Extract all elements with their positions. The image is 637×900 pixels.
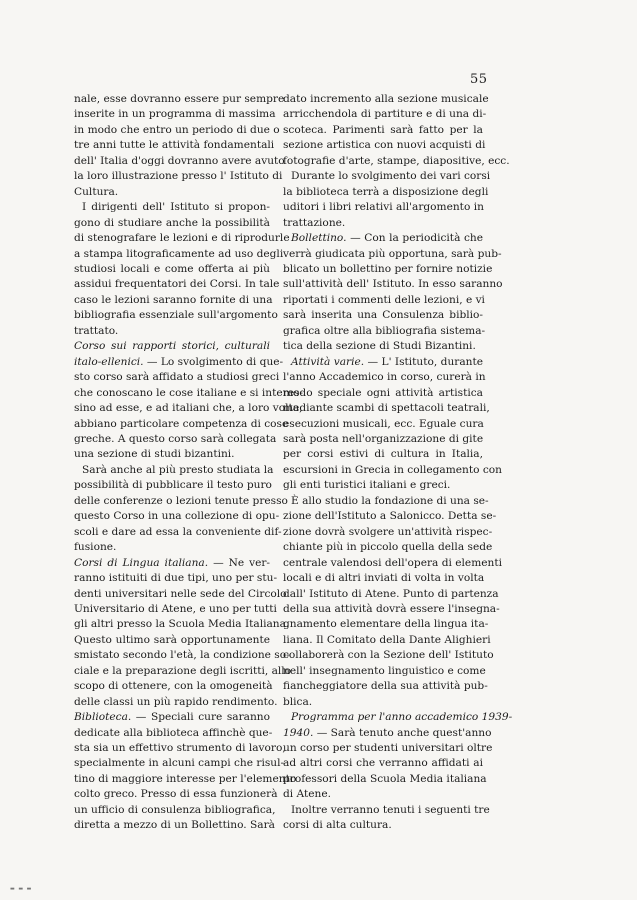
left_column-line: tre anni tutte le attività fondamentali — [74, 139, 275, 152]
right_column-line: per corsi estivi di cultura in Italia, — [283, 448, 483, 461]
left_column-line: Cultura. — [74, 185, 119, 198]
right_column-line: È allo studio la fondazione di una se- — [291, 494, 489, 507]
left_column-line: I dirigenti dell' Istituto si propon- — [82, 201, 270, 214]
right_column-line: mediante scambi di spettacoli teatrali, — [283, 402, 490, 415]
left_column-line: in modo che entro un periodo di due o — [74, 123, 280, 136]
right_column-line: uditori i libri relativi all'argomento in — [283, 201, 484, 214]
left_column-line: la loro illustrazione presso l' Istituto di — [74, 170, 283, 183]
right_column-line: sezione artistica con nuovi acquisti di — [283, 139, 486, 152]
right_column-line: escursioni in Grecia in collegamento con — [283, 463, 502, 476]
right_column-line: Bollettino. — Con la periodicità che — [291, 232, 483, 245]
right_column-line: professori della Scuola Media italiana — [283, 772, 487, 785]
right_column-line: esecuzioni musicali, ecc. Eguale cura — [283, 417, 484, 430]
right_column-line: tica della sezione di Studi Bizantini. — [283, 340, 476, 353]
page-number: 55 — [470, 72, 488, 87]
left-column — [74, 92, 303, 834]
left_column-line: greche. A questo corso sarà collegata — [74, 432, 277, 445]
right_column-line: 1940. — Sarà tenuto anche quest'anno — [283, 726, 492, 739]
right_column-line: l'anno Accademico in corso, curerà in — [283, 371, 486, 384]
left_column-line: scoli e dare ad essa la conveniente dif- — [74, 525, 282, 538]
left_column-line: specialmente in alcuni campi che risul- — [74, 757, 285, 770]
right_column-line: nell' insegnamento linguistico e come — [283, 664, 486, 677]
right_column-line: Programma per l'anno accademico 1939- — [291, 711, 513, 724]
left_column-line: denti universitari nelle sede del Circolo — [74, 587, 287, 600]
left_column-line: smistato secondo l'età, la condizione so- — [74, 649, 290, 662]
left_column-line: un ufficio di consulenza bibliografica, — [74, 803, 276, 816]
left_column-line: ranno istituiti di due tipi, uno per stu- — [74, 572, 278, 585]
left_column-line: Sarà anche al più presto studiata la — [82, 463, 274, 476]
left_column-line: bibliografia essenziale sull'argomento — [74, 309, 278, 322]
right_column-line: fiancheggiatore della sua attività pub- — [283, 680, 488, 693]
left_column-line: dedicate alla biblioteca affinchè que- — [74, 726, 273, 739]
right_column-line: riportati i commenti delle lezioni, e vi — [283, 293, 485, 306]
left_column-line: gli altri presso la Scuola Media Italiana. — [74, 618, 290, 631]
left_column-line: colto greco. Presso di essa funzionerà — [74, 788, 278, 801]
right_column-line: la biblioteca terrà a disposizione degli — [283, 185, 489, 198]
right_column-line: Durante lo svolgimento dei vari corsi — [291, 170, 491, 183]
right_column-line: ad altri corsi che verranno affidati ai — [283, 757, 483, 770]
left_column-line: Corsi di Lingua italiana. — Ne ver- — [74, 556, 271, 569]
left_column-line: assidui frequentatori dei Corsi. In tale — [74, 278, 280, 291]
right_column-line: dato incremento alla sezione musicale — [283, 93, 489, 105]
left_column-line: questo Corso in una collezione di opu- — [74, 510, 280, 523]
right_column-line: trattazione. — [283, 216, 346, 229]
right_column-line: arricchendola di partiture e di una di- — [283, 108, 487, 121]
right_column-line: verrà giudicata più opportuna, sarà pub- — [283, 247, 502, 260]
right_column-line: sull'attività dell' Istituto. In esso saranno — [283, 278, 503, 291]
left_column-line: trattato. — [74, 324, 119, 337]
left_column-line: possibilità di pubblicare il testo puro — [74, 479, 272, 492]
left_column-line: Corso sui rapporti storici, culturali — [74, 340, 270, 353]
left_column-line: inserite in un programma di massima — [74, 108, 276, 121]
left_column-line: dell' Italia d'oggi dovranno avere avuto — [74, 154, 285, 167]
right_column-line: sarà inserita una Consulenza biblio- — [283, 309, 483, 322]
right_column-line: scoteca. Parimenti sarà fatto per la — [283, 123, 483, 136]
left_column-line: abbiano particolare competenza di cose — [74, 417, 289, 430]
left_column-line: Biblioteca. — Speciali cure saranno — [74, 711, 270, 724]
right_column-line: un corso per studenti universitari oltre — [283, 742, 493, 755]
scan-mark: ▬ ▬ ▬ — [10, 886, 33, 892]
left_column-line: scopo di ottenere, con la omogeneità — [74, 680, 273, 693]
left_column-line: sino ad esse, e ad italiani che, a loro volta, — [74, 402, 303, 415]
left_column-line: caso le lezioni saranno fornite di una — [74, 293, 273, 306]
right_column-line: chiante più in piccolo quella della sede — [283, 541, 493, 554]
right_column-line: Inoltre verranno tenuti i seguenti tre — [291, 803, 490, 816]
right_column-line: di Atene. — [283, 788, 331, 801]
right_column-line: centrale valendosi dell'opera di elementi — [283, 556, 502, 569]
right_column-line: blica. — [283, 695, 313, 708]
left_column-line: fusione. — [74, 541, 117, 554]
right_column-line: gnamento elementare della lingua ita- — [283, 618, 489, 631]
left_column-line: delle classi un più rapido rendimento. — [74, 695, 278, 708]
left_column-line: ciale e la preparazione degli iscritti, allo — [74, 664, 292, 677]
right_column-line: Attività varie. — L' Istituto, durante — [291, 355, 483, 368]
right_column-line: della sua attività dovrà essere l'insegna- — [283, 602, 500, 615]
left_column-line: gono di studiare anche la possibilità — [74, 216, 270, 229]
right_column-line: zione dovrà svolgere un'attività rispec- — [283, 525, 493, 538]
left_column-line: delle conferenze o lezioni tenute presso — [74, 494, 288, 507]
left_column-line: sto corso sarà affidato a studiosi greci — [74, 371, 280, 384]
right_column-line: grafica oltre alla bibliografia sistema- — [283, 324, 486, 337]
left_column-line: Questo ultimo sarà opportunamente — [74, 633, 270, 646]
left_column-line: nale, esse dovranno essere pur sempre — [74, 93, 285, 105]
left_column-line: tino di maggiore interesse per l'elemento — [74, 772, 297, 785]
right_column-line: modo speciale ogni attività artistica — [283, 386, 483, 399]
right_column-line: sarà posta nell'organizzazione di gite — [283, 432, 484, 445]
right_column-line: collaborerà con la Sezione dell' Istituto — [283, 649, 494, 662]
left_column-line: che conoscano le cose italiane e si interes- — [74, 386, 303, 399]
right_column-line: liana. Il Comitato della Dante Alighieri — [283, 633, 491, 646]
right_column-line: gli enti turistici italiani e greci. — [283, 479, 451, 492]
left_column-line: una sezione di studi bizantini. — [74, 448, 235, 461]
left_column-line: studiosi locali e come offerta ai più — [74, 262, 270, 275]
right_column-line: dall' Istituto di Atene. Punto di partenza — [283, 587, 499, 600]
left_column-line: sta sia un effettivo strumento di lavoro, — [74, 742, 286, 755]
left_column-line: italo-ellenici. — Lo svolgimento di que- — [74, 355, 284, 368]
right_column-line: locali e di altri inviati di volta in volta — [283, 572, 485, 585]
right_column-line: blicato un bollettino per fornire notizie — [283, 262, 493, 275]
right-column — [283, 92, 513, 834]
left_column-line: diretta a mezzo di un Bollettino. Sarà — [74, 819, 275, 832]
left_column-line: Universitario di Atene, e uno per tutti — [74, 602, 277, 615]
right_column-line: corsi di alta cultura. — [283, 819, 392, 832]
right_column-line: zione dell'Istituto a Salonicco. Detta se- — [283, 510, 497, 523]
left_column-line: a stampa litograficamente ad uso degli — [74, 247, 284, 260]
right_column-line: fotografie d'arte, stampe, diapositive, ecc. — [283, 154, 510, 167]
left_column-line: di stenografare le lezioni e di riprodurle — [74, 232, 290, 245]
